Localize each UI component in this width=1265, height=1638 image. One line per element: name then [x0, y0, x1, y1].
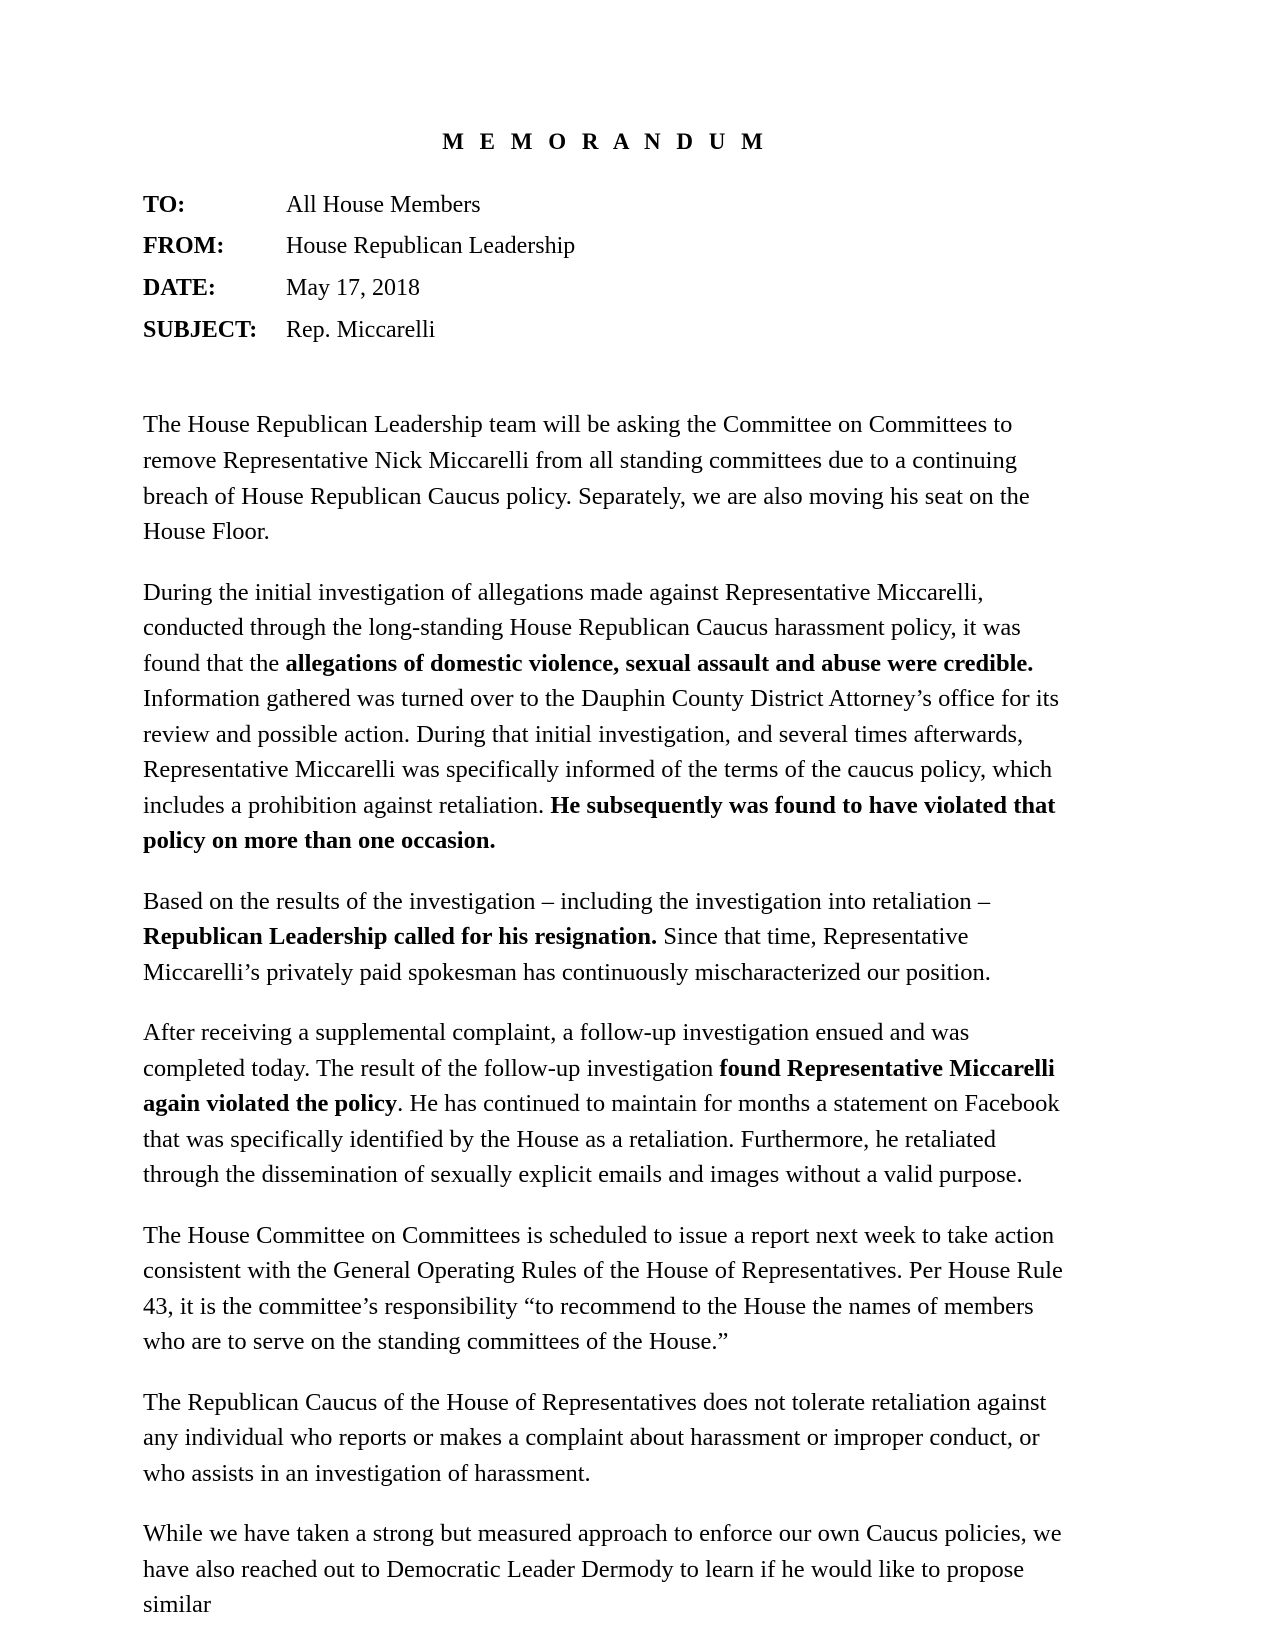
- memo-header-label: FROM:: [143, 233, 225, 260]
- memo-header-block: [143, 190, 1073, 346]
- paragraph-3: [143, 884, 1073, 991]
- memo-header-row: [143, 273, 1073, 304]
- paragraph-1: [143, 407, 1073, 549]
- memo-body: [143, 407, 1073, 1622]
- memo-header-row: [143, 315, 1073, 346]
- paragraph-7: [143, 1516, 1073, 1623]
- text-run: Information gathered was turned over to the Dauphin County District Attorney’s office for its review and possible action. During that initial investigation, and several times afterwards, Representative Miccarelli was specifically informed of the terms of the caucus policy, which includes a prohibition against retaliation.: [143, 685, 1059, 819]
- text-run: The Republican Caucus of the House of Representatives does not tolerate retaliation against any individual who reports or makes a complaint about harassment or improper conduct, or who assists in an investigation of harassment.: [143, 1388, 1047, 1487]
- memo-header-label: DATE:: [143, 275, 216, 302]
- document-content: [143, 0, 1073, 1623]
- paragraph-5: [143, 1218, 1073, 1360]
- emphasis-run: He subsequently was found to have violated that policy on more than one occasion.: [143, 791, 1056, 855]
- text-run: While we have taken a strong but measured approach to enforce our own Caucus policies, we have also reached out to Democratic Leader Dermody to learn if he would like to propose similar: [143, 1520, 1062, 1619]
- memo-header-label: SUBJECT:: [143, 316, 258, 343]
- memo-header-value: May 17, 2018: [286, 275, 420, 302]
- memo-header-value: All House Members: [286, 191, 481, 218]
- paragraph-6: [143, 1385, 1073, 1492]
- text-run: Since that time, Representative Miccarelli’s privately paid spokesman has continuously mischaracterized our position.: [143, 923, 991, 986]
- text-run: Based on the results of the investigation – including the investigation into retaliation –: [143, 887, 991, 915]
- memo-header-value: Rep. Miccarelli: [286, 316, 436, 343]
- memo-header-row: [143, 190, 1073, 221]
- text-run: During the initial investigation of allegations made against Representative Miccarelli, conducted through the long-standing House Republican Caucus harassment policy, it was found that the: [143, 578, 1021, 677]
- emphasis-run: allegations of domestic violence, sexual assault and abuse were credible.: [285, 649, 1034, 677]
- text-run: The House Republican Leadership team will be asking the Committee on Committees to remove Representative Nick Miccarelli from all standing committees due to a continuing breach of House Republican Caucus policy. Separately, we are also moving his seat on the House Floor.: [143, 411, 1030, 546]
- memo-header-row: [143, 231, 1073, 262]
- paragraph-2: [143, 575, 1073, 859]
- paragraph-4: [143, 1015, 1073, 1193]
- memo-header-label: TO:: [143, 191, 186, 218]
- text-run: After receiving a supplemental complaint, a follow-up investigation ensued and was completed today. The result of the follow-up investigation: [143, 1019, 970, 1082]
- text-run: The House Committee on Committees is scheduled to issue a report next week to take action consistent with the General Operating Rules of the House of Representatives. Per House Rule 43, it is the committee’s responsibility “to recommend to the House the names of members who are to serve on the standing committees of the House.”: [143, 1221, 1063, 1356]
- text-run: . He has continued to maintain for months a statement on Facebook that was specifically identified by the House as a retaliation. Furthermore, he retaliated through the dissemination of sexually explicit emails and images without a valid purpose.: [143, 1090, 1060, 1189]
- emphasis-run: Republican Leadership called for his resignation.: [143, 923, 658, 951]
- page-title: M E M O R A N D U M: [442, 129, 768, 154]
- memo-header-value: House Republican Leadership: [286, 233, 576, 260]
- emphasis-run: found Representative Miccarelli again violated the policy: [143, 1054, 1055, 1118]
